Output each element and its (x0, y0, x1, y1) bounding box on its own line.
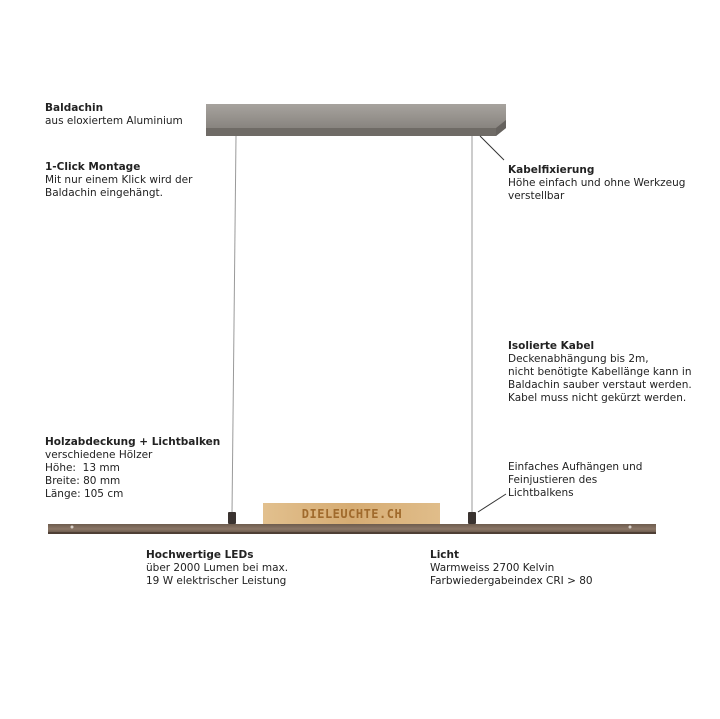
holzabdeckung-line: Höhe: 13 mm (45, 462, 120, 474)
annotation-holzabdeckung (45, 436, 220, 501)
aufhaengen-line: Einfaches Aufhängen und (508, 461, 643, 473)
aufhaengen-line: Lichtbalkens (508, 487, 574, 499)
holzabdeckung-title: Holzabdeckung + Lichtbalken (45, 436, 221, 448)
brand-block (263, 503, 440, 525)
kabelfixierung-pointer (480, 136, 504, 160)
licht-line: Farbwiedergabeindex CRI > 80 (430, 575, 593, 587)
baldachin-line: aus eloxiertem Aluminium (45, 115, 183, 127)
clamp-left (228, 512, 236, 524)
aufhaengen-line: Feinjustieren des (508, 474, 598, 486)
leds-line: über 2000 Lumen bei max. (146, 562, 289, 574)
annotation-aufhaengen (508, 461, 642, 500)
isolierte-kabel-line: Baldachin sauber verstaut werden. (508, 379, 692, 391)
kabelfixierung-line: Höhe einfach und ohne Werkzeug (508, 177, 686, 189)
isolierte-kabel-line: nicht benötigte Kabellänge kann in (508, 366, 692, 378)
cable-left (232, 136, 236, 514)
holzabdeckung-line: verschiedene Hölzer (45, 449, 153, 461)
one-click-title: 1-Click Montage (45, 161, 141, 173)
leds-line: 19 W elektrischer Leistung (146, 575, 287, 587)
annotation-baldachin (45, 102, 183, 128)
isolierte-kabel-line: Deckenabhängung bis 2m, (508, 353, 649, 365)
annotation-kabelfixierung (508, 164, 685, 203)
clamp-right (468, 512, 476, 524)
one-click-line: Mit nur einem Klick wird der (45, 174, 193, 186)
one-click-line: Baldachin eingehängt. (45, 187, 164, 199)
licht-line: Warmweiss 2700 Kelvin (430, 562, 555, 574)
annotation-isolierte-kabel (508, 340, 692, 405)
brand-block-text: DIELEUCHTE.CH (301, 507, 403, 521)
annotation-leds (146, 549, 288, 588)
holzabdeckung-line: Länge: 105 cm (45, 488, 124, 500)
annotation-one-click (45, 161, 192, 200)
kabelfixierung-title: Kabelfixierung (508, 164, 595, 176)
aufhaengen-pointer (478, 494, 506, 512)
holzabdeckung-line: Breite: 80 mm (45, 475, 121, 487)
isolierte-kabel-line: Kabel muss nicht gekürzt werden. (508, 392, 687, 404)
annotation-licht (430, 549, 593, 588)
canopy (206, 104, 506, 136)
baldachin-title: Baldachin (45, 102, 104, 114)
isolierte-kabel-title: Isolierte Kabel (508, 340, 595, 352)
licht-title: Licht (430, 549, 460, 561)
leds-title: Hochwertige LEDs (146, 549, 254, 561)
wooden-light-bar (48, 524, 656, 534)
kabelfixierung-line: verstellbar (508, 190, 565, 202)
